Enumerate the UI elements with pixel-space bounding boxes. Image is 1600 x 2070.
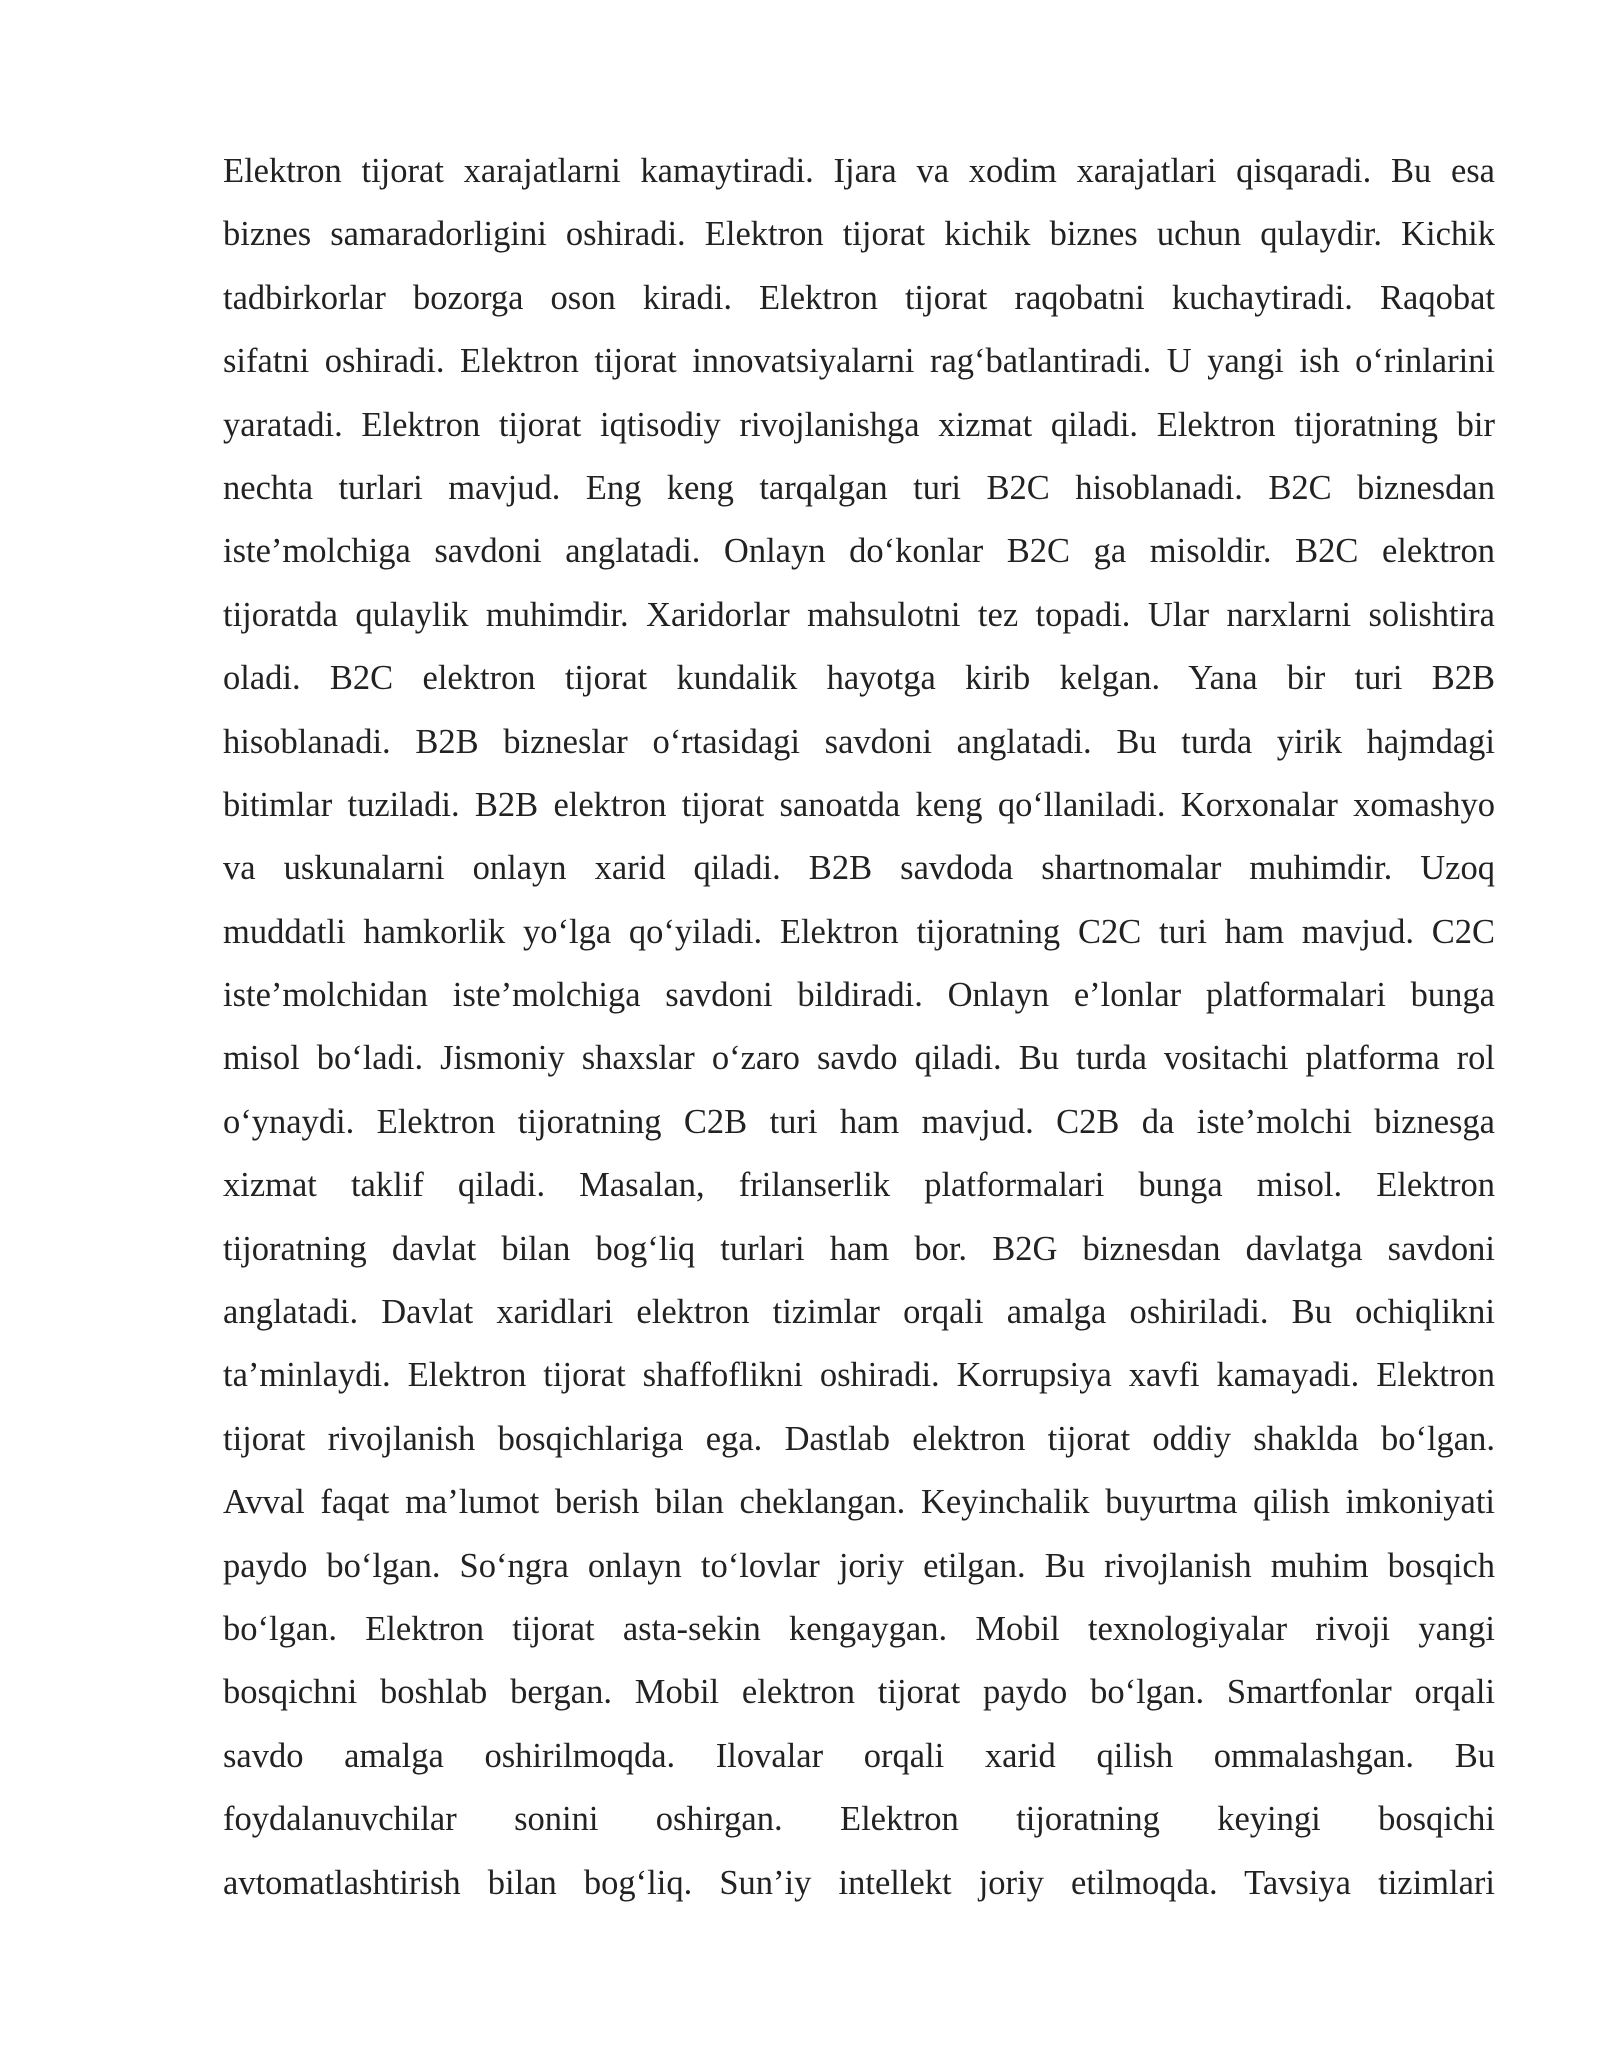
text-line: va uskunalarni onlayn xarid qiladi. B2B savdoda shartnomalar muhimdir. Uzoq (223, 849, 1495, 888)
body-text (223, 140, 1495, 1915)
text-line: xizmat taklif qiladi. Masalan, frilanserlik platformalari bunga misol. Elektron (223, 1166, 1495, 1205)
text-line: foydalanuvchilar sonini oshirgan. Elektron tijoratning keyingi bosqichi (223, 1800, 1495, 1839)
text-line: tijoratning davlat bilan bog‘liq turlari ham bor. B2G biznesdan davlatga savdoni (223, 1229, 1495, 1268)
text-line: misol bo‘ladi. Jismoniy shaxslar o‘zaro savdo qiladi. Bu turda vositachi platforma rol (223, 1039, 1495, 1078)
text-line: anglatadi. Davlat xaridlari elektron tizimlar orqali amalga oshiriladi. Bu ochiqlikni (223, 1293, 1495, 1332)
text-line: iste’molchiga savdoni anglatadi. Onlayn do‘konlar B2C ga misoldir. B2C elektron (223, 532, 1495, 571)
text-line: ta’minlaydi. Elektron tijorat shaffoflikni oshiradi. Korrupsiya xavfi kamayadi. Elektron (223, 1356, 1495, 1395)
text-line: tijorat rivojlanish bosqichlariga ega. Dastlab elektron tijorat oddiy shaklda bo‘lgan. (223, 1419, 1495, 1458)
text-line: yaratadi. Elektron tijorat iqtisodiy rivojlanishga xizmat qiladi. Elektron tijoratning bir (223, 405, 1495, 444)
text-line: oladi. B2C elektron tijorat kundalik hayotga kirib kelgan. Yana bir turi B2B (223, 659, 1495, 698)
text-line: tadbirkorlar bozorga oson kiradi. Elektron tijorat raqobatni kuchaytiradi. Raqobat (223, 278, 1495, 317)
text-line: bitimlar tuziladi. B2B elektron tijorat sanoatda keng qo‘llaniladi. Korxonalar xomashyo (223, 785, 1495, 824)
text-line: bosqichni boshlab bergan. Mobil elektron tijorat paydo bo‘lgan. Smartfonlar orqali (223, 1673, 1495, 1712)
text-line: iste’molchidan iste’molchiga savdoni bildiradi. Onlayn e’lonlar platformalari bunga (223, 976, 1495, 1015)
text-line: Elektron tijorat xarajatlarni kamaytiradi. Ijara va xodim xarajatlari qisqaradi. Bu esa (223, 152, 1495, 190)
text-line: savdo amalga oshirilmoqda. Ilovalar orqali xarid qilish ommalashgan. Bu (223, 1736, 1495, 1775)
text-line: sifatni oshiradi. Elektron tijorat innovatsiyalarni rag‘batlantiradi. U yangi ish o‘rinlarini (223, 342, 1495, 381)
text-line: hisoblanadi. B2B bizneslar o‘rtasidagi savdoni anglatadi. Bu turda yirik hajmdagi (223, 722, 1495, 761)
text-line: o‘ynaydi. Elektron tijoratning C2B turi ham mavjud. C2B da iste’molchi biznesga (223, 1102, 1495, 1141)
text-line: nechta turlari mavjud. Eng keng tarqalgan turi B2C hisoblanadi. B2C biznesdan (223, 468, 1495, 507)
text-line: avtomatlashtirish bilan bog‘liq. Sun’iy intellekt joriy etilmoqda. Tavsiya tizimlari (223, 1863, 1495, 1902)
text-line: biznes samaradorligini oshiradi. Elektron tijorat kichik biznes uchun qulaydir. Kichik (223, 215, 1495, 254)
text-line: paydo bo‘lgan. So‘ngra onlayn to‘lovlar joriy etilgan. Bu rivojlanish muhim bosqich (223, 1546, 1495, 1585)
text-line: Avval faqat ma’lumot berish bilan cheklangan. Keyinchalik buyurtma qilish imkoniyati (223, 1483, 1495, 1522)
text-line: tijoratda qulaylik muhimdir. Xaridorlar mahsulotni tez topadi. Ular narxlarni solishtira (223, 595, 1495, 634)
text-line: bo‘lgan. Elektron tijorat asta-sekin kengaygan. Mobil texnologiyalar rivoji yangi (223, 1609, 1495, 1648)
text-line: muddatli hamkorlik yo‘lga qo‘yiladi. Elektron tijoratning C2C turi ham mavjud. C2C (223, 912, 1495, 951)
